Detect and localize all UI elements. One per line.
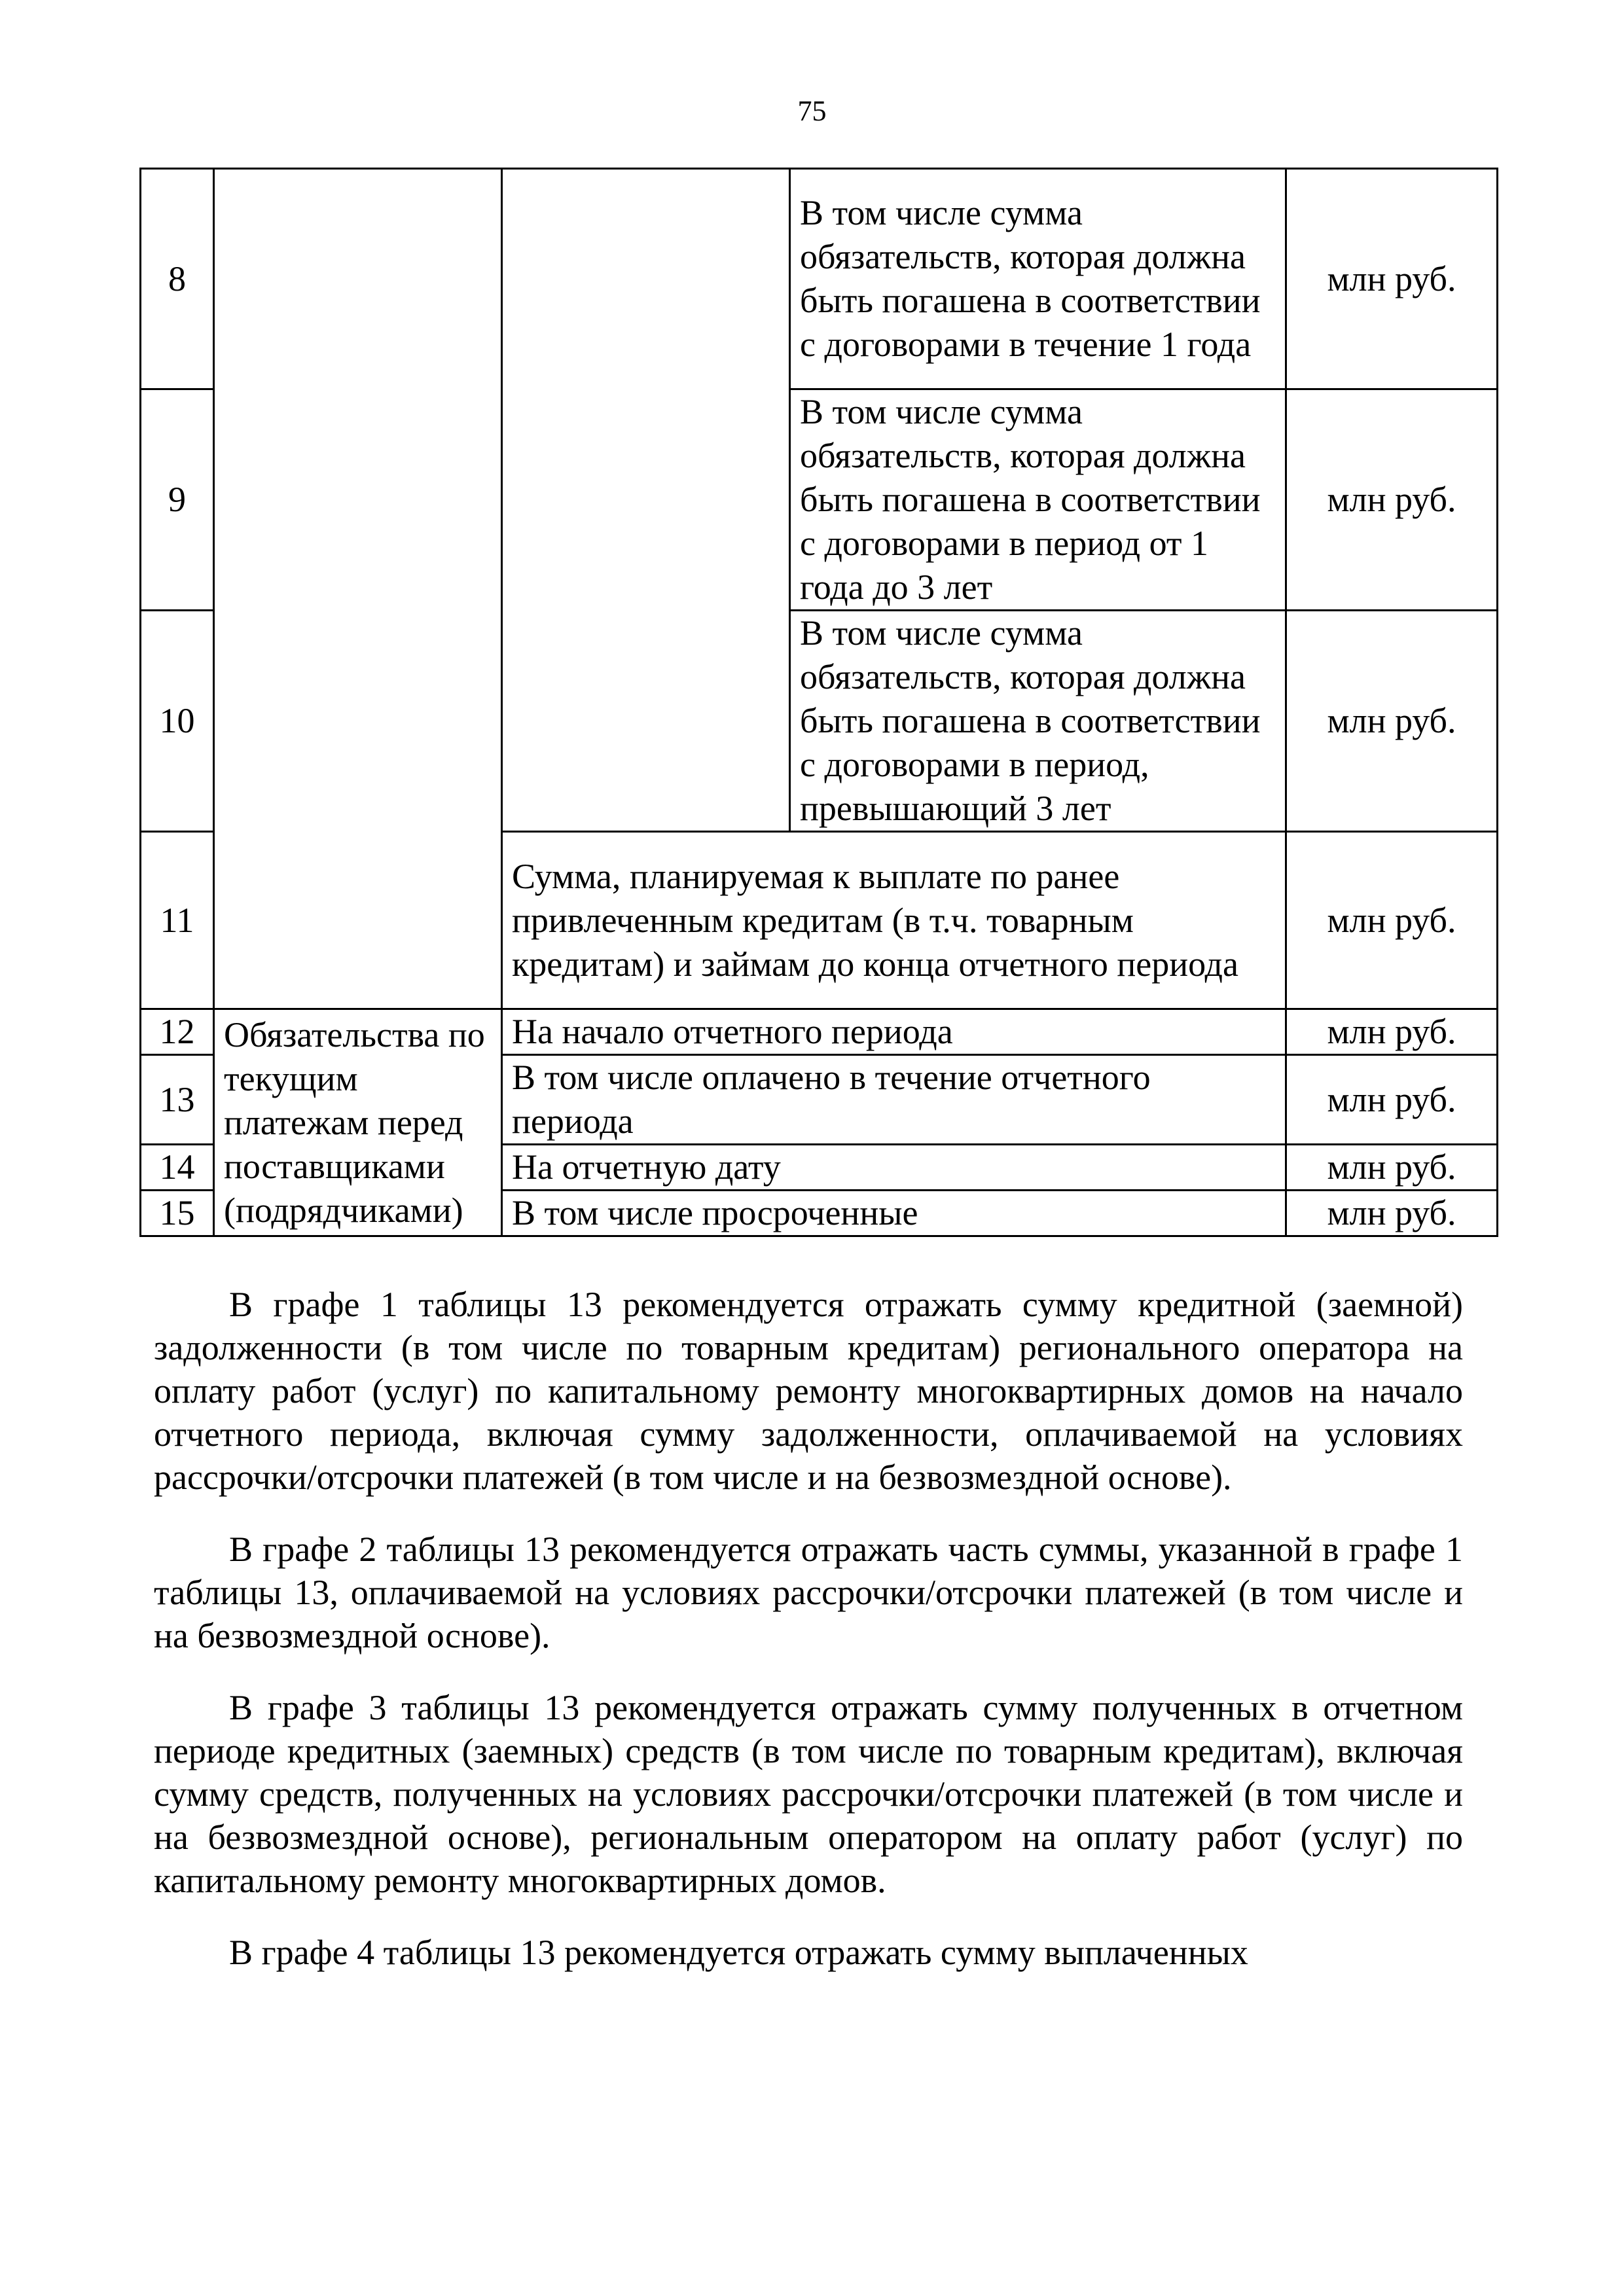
row-unit: млн руб. [1286, 832, 1498, 1009]
paragraph: В графе 3 таблицы 13 рекомендуется отражать сумму полученных в отчетном периоде кредитных (заемных) средств (в том числе по товарным кредитам), включая сумму средств, полученных на условиях рассрочки/отсрочки платежей (в том числе и на безвозмездной основе), региональным оператором на оплату работ (услуг) по капитальному ремонту многоквартирных домов. [154, 1688, 1463, 1900]
paragraph: В графе 4 таблицы 13 рекомендуется отражать сумму выплаченных [229, 1933, 1248, 1972]
row-description: В том числе оплачено в течение отчетного периода [502, 1055, 1286, 1145]
body-text [154, 1283, 1463, 2003]
row-description: В том числе просроченные [502, 1191, 1286, 1236]
row-unit: млн руб. [1286, 1055, 1498, 1145]
row-number: 13 [141, 1055, 214, 1145]
row-unit: млн руб. [1286, 611, 1498, 832]
page-number: 75 [797, 95, 827, 127]
row-description: В том числе сумма обязательств, которая должна быть погашена в соответствии с договорами в период, превышающий 3 лет [790, 611, 1286, 832]
paragraph: В графе 2 таблицы 13 рекомендуется отражать часть суммы, указанной в графе 1 таблицы 13, оплачиваемой на условиях рассрочки/отсрочки платежей (в том числе и на безвозмездной основе). [154, 1530, 1463, 1655]
empty-cell [502, 169, 790, 832]
row-number: 11 [141, 832, 214, 1009]
row-description: Сумма, планируемая к выплате по ранее привлеченным кредитам (в т.ч. товарным кредитам) и займам до конца отчетного периода [502, 832, 1286, 1009]
paragraph: В графе 1 таблицы 13 рекомендуется отражать сумму кредитной (заемной) задолженности (в том числе по товарным кредитам) регионального оператора на оплату работ (услуг) по капитальному ремонту многоквартирных домов на начало отчетного периода, включая сумму задолженности, оплачиваемой на условиях рассрочки/отсрочки платежей (в том числе и на безвозмездной основе). [154, 1285, 1463, 1497]
obligations-table [139, 168, 1498, 1237]
empty-cell [214, 169, 502, 1009]
row-unit: млн руб. [1286, 169, 1498, 389]
group-label: Обязательства по текущим платежам перед поставщиками (подрядчиками) [214, 1009, 502, 1236]
row-number: 10 [141, 611, 214, 832]
table-row [141, 1009, 1498, 1055]
row-number: 8 [141, 169, 214, 389]
row-number: 12 [141, 1009, 214, 1055]
row-description: В том числе сумма обязательств, которая должна быть погашена в соответствии с договорами в течение 1 года [790, 169, 1286, 389]
row-unit: млн руб. [1286, 1145, 1498, 1191]
row-description: На отчетную дату [502, 1145, 1286, 1191]
table-row [141, 169, 1498, 389]
row-unit: млн руб. [1286, 1009, 1498, 1055]
row-description: На начало отчетного периода [502, 1009, 1286, 1055]
row-description: В том числе сумма обязательств, которая должна быть погашена в соответствии с договорами в период от 1 года до 3 лет [790, 389, 1286, 611]
row-number: 9 [141, 389, 214, 611]
row-number: 14 [141, 1145, 214, 1191]
row-unit: млн руб. [1286, 389, 1498, 611]
row-number: 15 [141, 1191, 214, 1236]
row-unit: млн руб. [1286, 1191, 1498, 1236]
